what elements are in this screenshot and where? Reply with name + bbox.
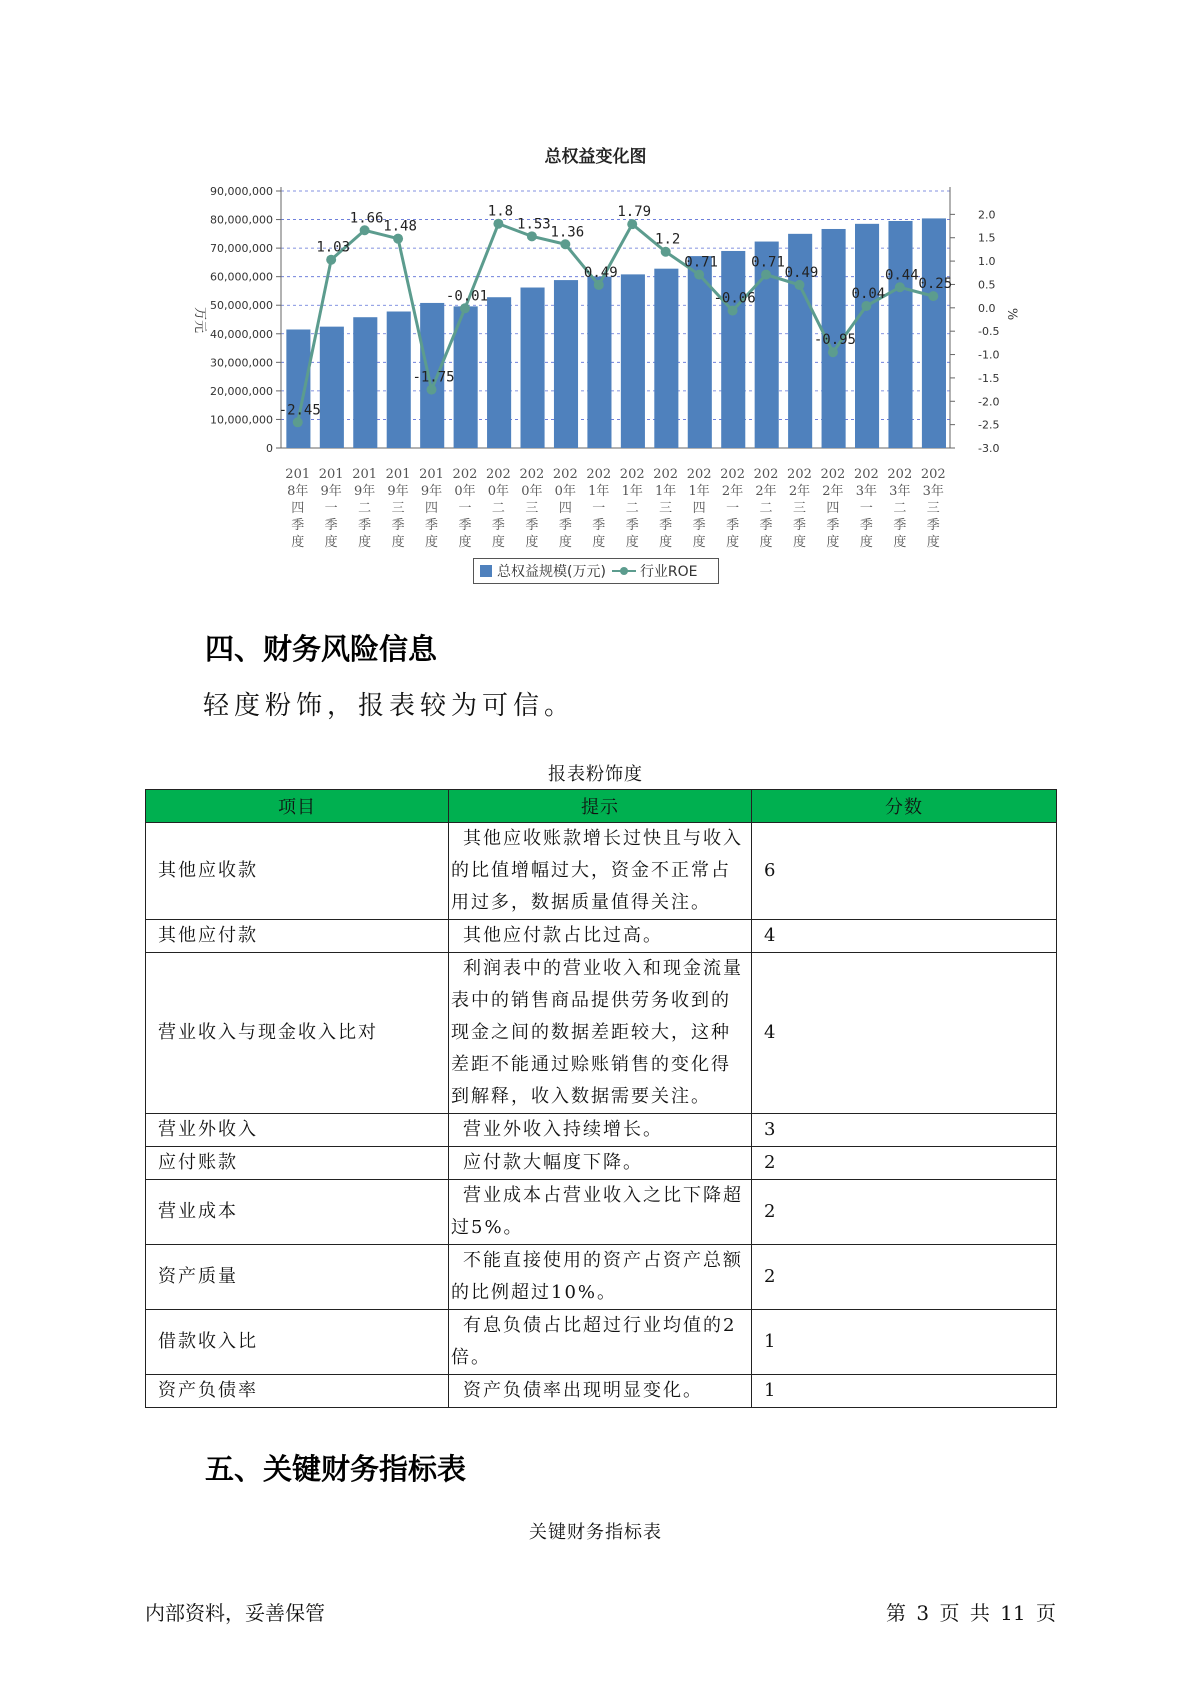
data-label-roe: 1.2: [655, 231, 681, 248]
point-roe: [460, 303, 470, 313]
point-roe: [393, 234, 403, 244]
risk-table-header: [146, 790, 1057, 823]
legend-bar-label: 总权益规模(万元): [497, 564, 606, 580]
y-left-tick-label: 0: [266, 442, 273, 455]
y-left-tick-label: 30,000,000: [210, 356, 273, 370]
point-roe: [895, 282, 905, 292]
row-score: 1: [752, 1310, 1057, 1375]
bar-total-equity: [621, 274, 645, 448]
chart-title: 总权益变化图: [544, 147, 647, 167]
x-tick-label: 201 9年三季度: [385, 467, 411, 550]
key-metrics-caption: 关键财务指标表: [529, 1522, 662, 1543]
row-hint: 有息负债占比超过行业均值的2倍。: [449, 1310, 752, 1375]
equity-chart: [0, 0, 1191, 560]
row-score: 6: [752, 823, 1057, 920]
x-tick-label: 201 9年四季度: [419, 467, 444, 550]
point-roe: [360, 225, 370, 235]
risk-summary: 轻度粉饰，报表较为可信。: [203, 691, 576, 721]
data-label-roe: -2.45: [278, 402, 321, 419]
y-right-axis-title: %: [1004, 307, 1019, 321]
y-left-tick-label: 50,000,000: [210, 299, 273, 313]
point-roe: [728, 306, 738, 316]
section-4-heading: 四、财务风险信息: [205, 632, 438, 666]
x-tick-label: 202 0年一季度: [452, 467, 478, 550]
row-item: 营业收入与现金收入比对: [146, 953, 449, 1114]
data-label-roe: 0.49: [583, 264, 618, 281]
point-roe: [560, 239, 570, 249]
y-left-tick-label: 70,000,000: [210, 242, 273, 256]
y-left-tick-label: 60,000,000: [210, 270, 273, 284]
risk-table: [145, 789, 1057, 1408]
column-header-score: 分数: [752, 790, 1057, 823]
section-5-heading: 五、关键财务指标表: [205, 1452, 467, 1486]
point-roe: [861, 301, 871, 311]
x-tick-label: 202 0年二季度: [486, 467, 511, 550]
bar-total-equity: [654, 269, 678, 448]
bar-total-equity: [521, 288, 545, 448]
chart-legend: [473, 558, 719, 584]
bar-total-equity: [320, 327, 344, 448]
row-hint: 不能直接使用的资产占资产总额的比例超过10%。: [449, 1245, 752, 1310]
x-tick-label: 202 2年三季度: [787, 467, 812, 550]
y-right-tick-label: -1.5: [978, 371, 1000, 385]
table-row: [146, 1180, 1057, 1245]
data-label-roe: 1.03: [316, 239, 351, 256]
y-right-tick-label: -3.0: [978, 442, 1000, 455]
y-right-tick-label: -0.5: [978, 325, 1000, 339]
x-tick-label: 202 1年三季度: [653, 467, 679, 550]
y-left-tick-label: 20,000,000: [210, 384, 273, 398]
data-label-roe: 1.79: [617, 204, 652, 221]
y-left-axis-title: 万元: [192, 306, 207, 334]
footer-page-number: 第 3 页 共 11 页: [886, 1601, 1056, 1625]
point-roe: [828, 347, 838, 357]
table-row: [146, 1147, 1057, 1180]
bar-total-equity: [587, 277, 611, 448]
data-label-roe: 0.44: [884, 267, 919, 284]
x-tick-label: 202 3年一季度: [853, 467, 879, 550]
column-header-item: 项目: [146, 790, 449, 823]
row-item: 借款收入比: [146, 1310, 449, 1375]
y-right-tick-label: -1.0: [978, 348, 1000, 362]
point-roe: [761, 270, 771, 280]
x-tick-label: 202 3年二季度: [887, 467, 913, 550]
risk-table-caption: 报表粉饰度: [548, 764, 643, 785]
row-score: 4: [752, 920, 1057, 953]
legend-line-swatch: [612, 565, 636, 577]
row-score: 4: [752, 953, 1057, 1114]
bar-total-equity: [888, 221, 912, 448]
data-label-roe: 0.71: [684, 254, 718, 271]
y-right-tick-label: 2.0: [978, 208, 996, 222]
row-score: 2: [752, 1147, 1057, 1180]
table-row: [146, 1375, 1057, 1408]
footer-confidential: 内部资料，妥善保管: [145, 1601, 325, 1625]
row-item: 其他应收款: [146, 823, 449, 920]
point-roe: [661, 247, 671, 257]
data-label-roe: -0.01: [445, 288, 489, 305]
y-right-tick-label: 0.0: [978, 301, 996, 315]
y-right-tick-label: -2.0: [978, 395, 1000, 409]
row-item: 资产负债率: [146, 1375, 449, 1408]
point-roe: [928, 291, 938, 301]
table-row: [146, 953, 1057, 1114]
y-left-tick-label: 80,000,000: [210, 213, 273, 227]
point-roe: [493, 219, 503, 229]
x-tick-label: 202 1年一季度: [586, 467, 612, 550]
row-item: 其他应付款: [146, 920, 449, 953]
row-hint: 营业外收入持续增长。: [449, 1114, 752, 1147]
x-tick-label: 202 3年三季度: [920, 467, 946, 550]
x-tick-label: 202 1年二季度: [619, 467, 645, 550]
row-score: 1: [752, 1375, 1057, 1408]
table-row: [146, 1310, 1057, 1375]
x-tick-label: 202 1年四季度: [686, 467, 712, 550]
row-hint: 其他应收账款增长过快且与收入的比值增幅过大，资金不正常占用过多，数据质量值得关注。: [449, 823, 752, 920]
data-label-roe: 1.53: [517, 216, 551, 233]
data-label-roe: -1.75: [412, 369, 455, 386]
point-roe: [594, 280, 604, 290]
data-label-roe: 1.36: [550, 224, 585, 241]
point-roe: [293, 417, 303, 427]
x-tick-label: 202 2年四季度: [820, 467, 846, 550]
x-tick-label: 202 0年三季度: [519, 467, 545, 550]
row-hint: 应付款大幅度下降。: [449, 1147, 752, 1180]
y-left-tick-label: 40,000,000: [210, 327, 273, 341]
bar-total-equity: [387, 312, 411, 448]
data-label-roe: -0.06: [713, 290, 756, 307]
y-right-tick-label: -2.5: [978, 418, 1000, 432]
y-left-tick-label: 10,000,000: [210, 413, 273, 427]
bar-total-equity: [721, 251, 745, 448]
y-right-tick-label: 1.5: [978, 231, 996, 245]
data-label-roe: -0.95: [813, 332, 857, 349]
row-item: 营业外收入: [146, 1114, 449, 1147]
point-roe: [694, 270, 704, 280]
data-label-roe: 1.48: [383, 218, 417, 235]
bar-total-equity: [353, 317, 377, 448]
point-roe: [627, 219, 637, 229]
data-label-roe: 0.25: [918, 276, 953, 293]
row-item: 营业成本: [146, 1180, 449, 1245]
point-roe: [527, 231, 537, 241]
bar-total-equity: [554, 280, 578, 448]
y-right-tick-label: 0.5: [978, 278, 996, 292]
y-right-tick-label: 1.0: [978, 255, 996, 269]
bar-total-equity: [286, 329, 310, 448]
table-row: [146, 1114, 1057, 1147]
data-label-roe: 1.66: [349, 210, 384, 227]
x-tick-label: 202 2年一季度: [720, 467, 745, 550]
legend-bar-swatch: [480, 565, 492, 577]
row-hint: 资产负债率出现明显变化。: [449, 1375, 752, 1408]
data-label-roe: 0.71: [751, 254, 785, 271]
table-row: [146, 823, 1057, 920]
row-hint: 利润表中的营业收入和现金流量表中的销售商品提供劳务收到的现金之间的数据差距较大，这种差距不能通过赊账销售的变化得到解释，收入数据需要关注。: [449, 953, 752, 1114]
data-label-roe: 1.8: [487, 203, 514, 220]
column-header-hint: 提示: [449, 790, 752, 823]
bar-total-equity: [487, 297, 511, 448]
point-roe: [427, 385, 437, 395]
x-tick-label: 201 9年二季度: [352, 467, 378, 550]
point-roe: [794, 280, 804, 290]
data-label-roe: 0.04: [851, 285, 886, 302]
row-item: 应付账款: [146, 1147, 449, 1180]
row-hint: 营业成本占营业收入之比下降超过5%。: [449, 1180, 752, 1245]
row-score: 3: [752, 1114, 1057, 1147]
x-tick-label: 201 8年四季度: [285, 467, 311, 550]
table-row: [146, 1245, 1057, 1310]
data-label-roe: 0.49: [784, 264, 819, 281]
row-hint: 其他应付款占比过高。: [449, 920, 752, 953]
legend-line-label: 行业ROE: [639, 564, 698, 580]
row-score: 2: [752, 1245, 1057, 1310]
point-roe: [326, 255, 336, 265]
y-left-tick-label: 90,000,000: [210, 185, 273, 198]
x-tick-label: 201 9年一季度: [318, 467, 344, 550]
bar-total-equity: [922, 218, 946, 448]
x-tick-label: 202 2年二季度: [753, 467, 779, 550]
row-score: 2: [752, 1180, 1057, 1245]
bar-total-equity: [855, 224, 879, 448]
table-row: [146, 920, 1057, 953]
row-item: 资产质量: [146, 1245, 449, 1310]
x-tick-label: 202 0年四季度: [552, 467, 578, 550]
